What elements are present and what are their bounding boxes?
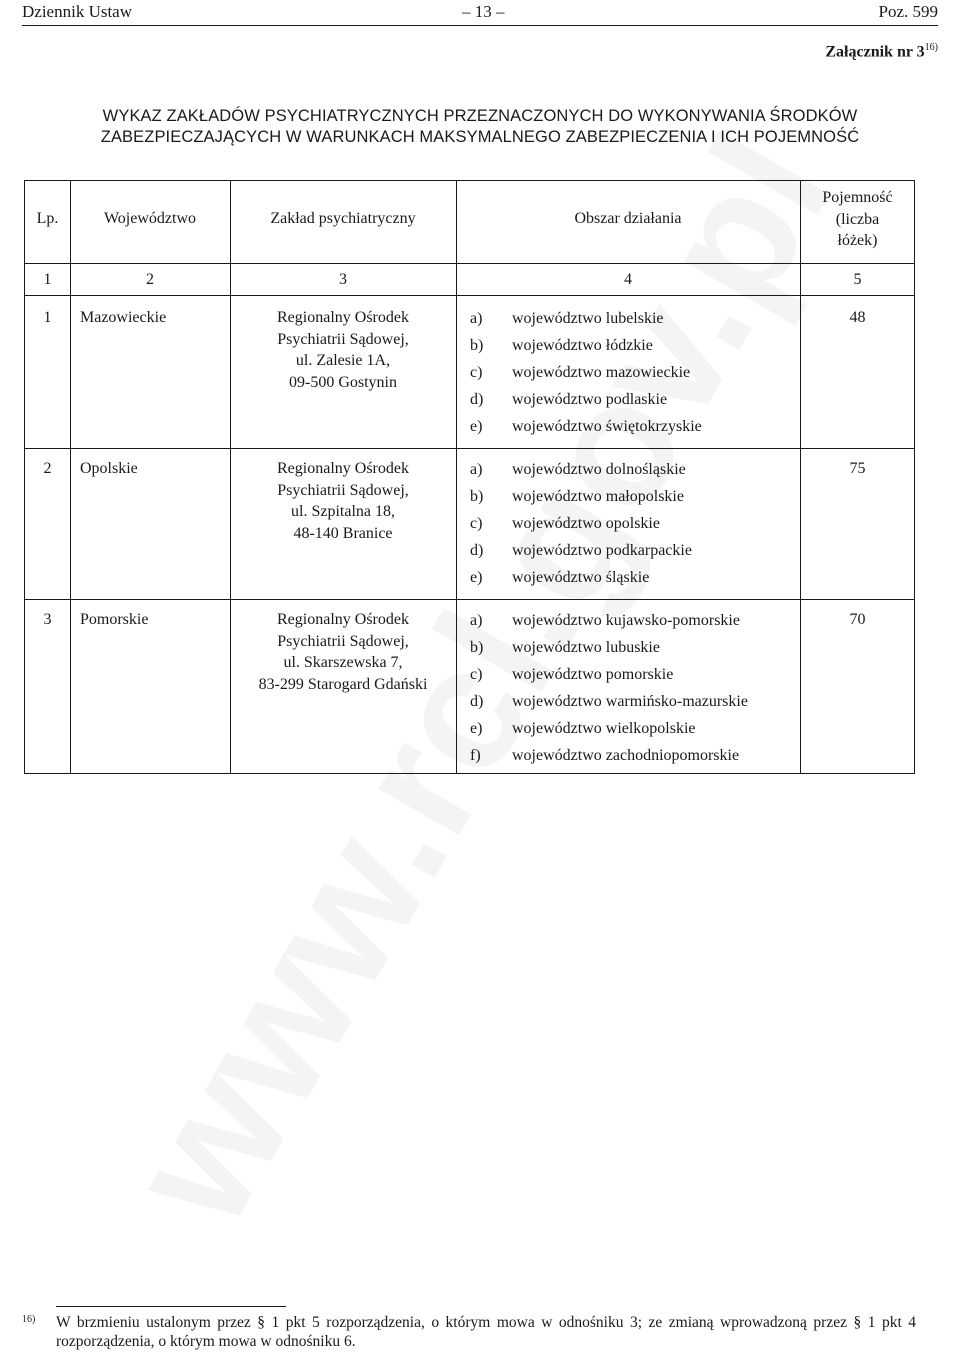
col-number-2: 2 bbox=[146, 271, 154, 288]
list-item: b) województwo małopolskie bbox=[470, 488, 684, 505]
row-3-region: Pomorskie bbox=[80, 611, 149, 628]
row-1-area-list bbox=[470, 309, 702, 444]
list-item: c) województwo pomorskie bbox=[470, 666, 674, 683]
row-1-facility-line: 09-500 Gostynin bbox=[289, 373, 397, 391]
row-1-region: Mazowieckie bbox=[80, 309, 167, 326]
list-item: b) województwo lubuskie bbox=[470, 639, 660, 656]
header-capacity bbox=[800, 187, 915, 252]
list-item: e) województwo świętokrzyskie bbox=[470, 418, 702, 435]
row-2-facility-line: 48-140 Branice bbox=[293, 524, 393, 542]
row-1-facility bbox=[230, 307, 456, 393]
list-item: e) województwo śląskie bbox=[470, 569, 650, 586]
journal-name: Dziennik Ustaw bbox=[22, 2, 133, 21]
list-item: e) województwo wielkopolskie bbox=[470, 720, 696, 737]
header-capacity-line-3: łóżek) bbox=[837, 232, 878, 249]
row-3-area-list bbox=[470, 611, 748, 773]
row-3-facility-line: 83-299 Starogard Gdański bbox=[258, 675, 428, 693]
annex-text: Załącznik nr 3 bbox=[825, 43, 925, 61]
footnote-marker: 16) bbox=[22, 1314, 36, 1325]
col-number-1: 1 bbox=[43, 271, 52, 288]
list-item: b) województwo łódzkie bbox=[470, 337, 653, 354]
header-capacity-line-2: (liczba bbox=[835, 210, 880, 228]
row-divider bbox=[25, 295, 914, 296]
col-number-3: 3 bbox=[339, 271, 347, 288]
footnote-text: W brzmieniu ustalonym przez § 1 pkt 5 rozporządzenia, o którym mowa w odnośniku 3; ze zmianą wprowadzoną przez § 1 pkt 4 rozporządzenia, o którym mowa w odnośniku 6. bbox=[56, 1314, 916, 1350]
list-item: a) województwo dolnośląskie bbox=[470, 461, 686, 478]
row-1-facility-line: Regionalny Ośrodek bbox=[277, 309, 409, 326]
row-1-capacity: 48 bbox=[849, 309, 866, 326]
row-1-facility-line: Psychiatrii Sądowej, bbox=[277, 330, 409, 348]
header-region: Województwo bbox=[103, 210, 197, 227]
row-divider bbox=[25, 263, 914, 264]
list-item: a) województwo lubelskie bbox=[470, 310, 664, 327]
page-number: – 13 – bbox=[462, 2, 505, 21]
list-item: d) województwo podlaskie bbox=[470, 391, 668, 408]
row-2-capacity: 75 bbox=[849, 460, 866, 477]
header-capacity-line-1: Pojemność bbox=[822, 189, 893, 206]
row-2-facility-line: Regionalny Ośrodek bbox=[277, 460, 409, 477]
header-rule bbox=[22, 25, 938, 26]
position-number: Poz. 599 bbox=[878, 2, 938, 21]
row-3-facility bbox=[230, 609, 456, 695]
row-3-capacity: 70 bbox=[849, 611, 866, 628]
list-item: a) województwo kujawsko-pomorskie bbox=[470, 612, 740, 629]
list-item: d) województwo podkarpackie bbox=[470, 542, 692, 559]
col-number-4: 4 bbox=[624, 271, 632, 288]
footnote-rule bbox=[56, 1306, 286, 1307]
row-2-region: Opolskie bbox=[80, 460, 138, 477]
title-line-2: ZABEZPIECZAJĄCYCH W WARUNKACH MAKSYMALNEGO ZABEZPIECZENIA I ICH POJEMNOŚĆ bbox=[100, 128, 860, 146]
row-2-lp: 2 bbox=[43, 460, 52, 477]
header-lp: Lp. bbox=[36, 210, 59, 227]
row-3-facility-line: Psychiatrii Sądowej, bbox=[277, 632, 409, 650]
row-2-facility-line: ul. Szpitalna 18, bbox=[291, 503, 395, 520]
title-line-1: WYKAZ ZAKŁADÓW PSYCHIATRYCZNYCH PRZEZNACZONYCH DO WYKONYWANIA ŚRODKÓW bbox=[102, 107, 858, 125]
row-1-facility-line: ul. Zalesie 1A, bbox=[295, 352, 391, 369]
row-2-facility bbox=[230, 458, 456, 544]
header-facility: Zakład psychiatryczny bbox=[270, 210, 416, 227]
annex-label bbox=[825, 42, 938, 61]
row-1-lp: 1 bbox=[43, 309, 52, 326]
row-3-facility-line: Regionalny Ośrodek bbox=[277, 611, 409, 628]
col-number-5: 5 bbox=[853, 271, 862, 288]
row-2-area-list bbox=[470, 460, 692, 595]
annex-footnote-ref: 16) bbox=[924, 42, 938, 53]
list-item: c) województwo opolskie bbox=[470, 515, 660, 532]
row-3-lp: 3 bbox=[43, 611, 52, 628]
document-title bbox=[0, 106, 960, 148]
list-item: c) województwo mazowieckie bbox=[470, 364, 691, 381]
facilities-table bbox=[24, 180, 915, 774]
list-item: d) województwo warmińsko-mazurskie bbox=[470, 693, 748, 710]
row-3-facility-line: ul. Skarszewska 7, bbox=[283, 654, 403, 671]
header-area: Obszar działania bbox=[574, 210, 682, 227]
list-item: f) województwo zachodniopomorskie bbox=[470, 747, 740, 764]
row-divider bbox=[25, 448, 914, 449]
row-2-facility-line: Psychiatrii Sądowej, bbox=[277, 481, 409, 499]
row-divider bbox=[25, 599, 914, 600]
